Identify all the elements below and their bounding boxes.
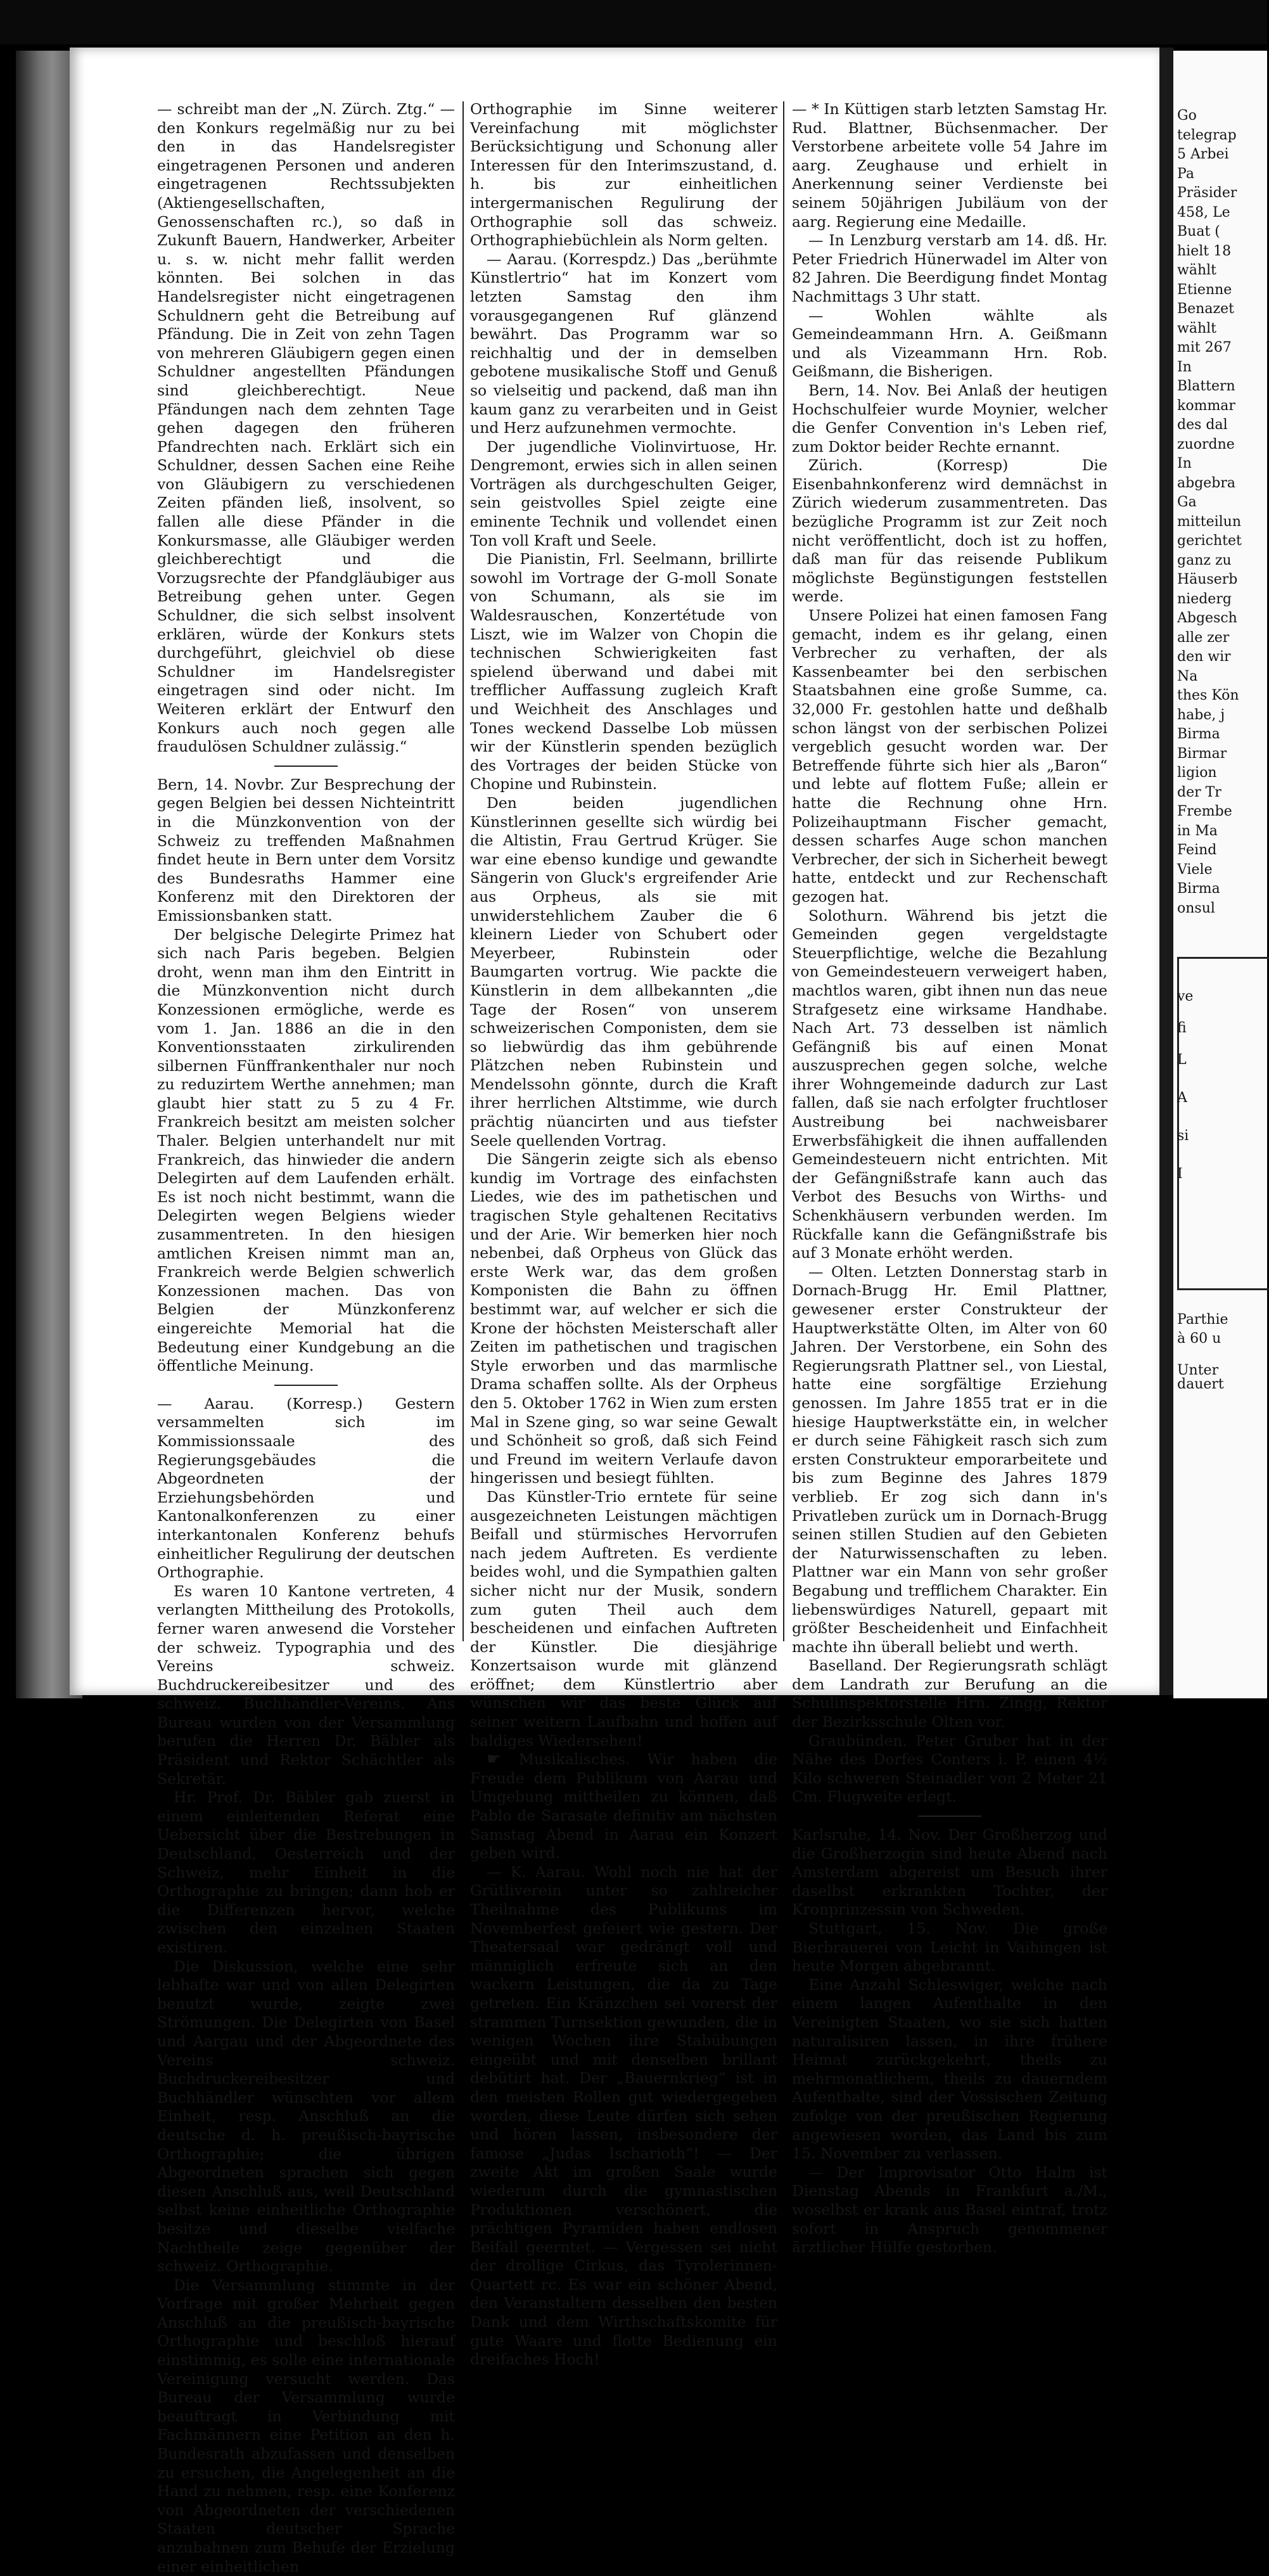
facing-page-line: ganz zu <box>1177 552 1232 568</box>
facing-page-line: Abgesch <box>1177 610 1237 626</box>
facing-page-line: dauert <box>1177 1376 1224 1392</box>
facing-page-line: Birma <box>1177 726 1220 742</box>
article-paragraph: Zürich. (Korresp) Die Eisenbahnkonferenz wird demnächst in Zürich wiederum zusammentreten. Das bezügliche Programm ist zur Zeit noch nicht veröffentlicht, doch ist zu hoffen, daß man für das reisende Publikum möglichste Begünstigungen feststellen werde. <box>792 456 1107 606</box>
facing-page-line: Benazet <box>1177 301 1234 317</box>
article-paragraph: Die Pianistin, Frl. Seelmann, brillirte sowohl im Vortrage der G-moll Sonate von Schumann, als sie im Waldesrauschen, Konzertétude von Liszt, wie im Walzer von Chopin die technischen Schwierigkeiten fast spielend überwand und dabei mit trefflicher Auffassung zugleich Kraft und Weichheit des Anschlages und Tones weckend Dasselbe Lob müssen wir der Künstlerin spenden bezüglich des Vortrages der beiden Stücke von Chopine und Rubinstein. <box>470 550 777 793</box>
notice-text: Musikalisches. Wir haben die Freude dem Publikum von Aarau und Umgebung mittheilen zu können, daß Pablo de Sarasate definitiv am nächsten Samstag Abend in Aarau ein Konzert geben wird. <box>470 1750 778 1862</box>
facing-page-line: 458, Le <box>1177 204 1230 221</box>
facing-page-line: A <box>1177 1090 1187 1106</box>
facing-page-line: In <box>1177 359 1192 375</box>
facing-page-line: ve <box>1177 989 1194 1004</box>
article-paragraph: Orthographie im Sinne weiterer Vereinfachung mit möglichster Berücksichtigung und Schonung aller Interessen für den Interimszustand, d. h. bis zur einheitlichen intergermanischen Regulirung der Orthographie soll das schweiz. Orthographiebüchlein als Norm gelten. <box>470 100 777 250</box>
article-separator <box>274 766 338 767</box>
facing-page-line: In <box>1177 456 1192 471</box>
facing-page-line: à 60 u <box>1177 1331 1221 1347</box>
facing-page-line: onsul <box>1177 900 1215 916</box>
facing-page-line: fi <box>1177 1020 1187 1036</box>
column-2 <box>470 100 778 2369</box>
facing-page-line: abgebra <box>1177 475 1236 491</box>
facing-page-line: Ga <box>1177 494 1197 510</box>
facing-page-line: gerichtet <box>1177 533 1242 549</box>
article-paragraph: — Aarau. (Korresp.) Gestern versammelten sich im Kommissionssaale des Regierungsgebäudes die Abgeordneten der Erziehungsbehörden und Kantonalkonferenzen zu einer interkantonalen Konferenz behufs einheitlicher Regulirung der deutschen Orthographie. <box>157 1394 455 1582</box>
facing-page-line: Viele <box>1177 861 1213 878</box>
facing-page-line: Blattern <box>1177 378 1235 394</box>
article-paragraph: Bern, 14. Novbr. Zur Besprechung der gegen Belgien bei dessen Nichteintritt in die Münzkonvention von der Schweiz zu treffenden Maßnahmen findet heute in Bern unter dem Vorsitz des Bundesraths Hammer eine Konferenz mit den Direktoren der Emissionsbanken statt. <box>157 775 455 925</box>
article-paragraph: Der belgische Delegirte Primez hat sich nach Paris begeben. Belgien droht, wenn man ihm den Eintritt in die Münzkonvention nicht durch Konzessionen ermögliche, werde es vom 1. Jan. 1886 an die in den Konventionsstaaten zirkulirenden silbernen Fünffrankenthaler nur noch zu reduzirtem Werthe annehmen; man glaubt hier statt zu 5 zu 4 Fr. Frankreich besitzt am meisten solcher Thaler. Belgien unterhandelt nur mit Frankreich, das hinwieder die andern Delegirten auf dem Laufenden erhält. Es ist noch nicht bestimmt, wann die Delegirten wegen Belgiens wieder zusammentreten. In den hiesigen amtlichen Kreisen nimmt man an, Frankreich werde Belgien schwerlich Konzessionen machen. Das von Belgien der Münzkonferenz eingereichte Memorial hat die Bedeutung einer Kundgebung an die öffentliche Meinung. <box>157 925 455 1375</box>
article-paragraph: Die Diskussion, welche eine sehr lebhafte war und von allen Delegirten benutzt wurde, zeigte zwei Strömungen. Die Delegirten von Basel und Aargau und der Abgeordnete des Vereins schweiz. Buchdruckereibesitzer und Buchhändler wünschten vor allem Einheit, resp. Anschluß an die deutsche d. h. preußisch-bayrische Orthographie; die übrigen Abgeordneten sprachen sich gegen diesen Anschluß aus, weil Deutschland selbst keine einheitliche Orthographie besitze und dieselbe vielfache Nachtheile zeige gegenüber der schweiz. Orthographie. <box>157 1957 455 2276</box>
article-paragraph: Karlsruhe, 14. Nov. Der Großherzog und die Großherzogin sind heute Abend nach Amsterdam abgereist um Besuch ihrer daselbst erkrankten Tochter, der Kronprinzessin von Schweden. <box>792 1826 1107 1919</box>
facing-page-line: niederg <box>1177 591 1232 607</box>
facing-page-line: Go <box>1177 108 1197 124</box>
facing-page-line: telegrap <box>1177 127 1237 143</box>
article-paragraph: — In Lenzburg verstarb am 14. dß. Hr. Peter Friedrich Hünerwadel im Alter von 82 Jahren. Die Beerdigung findet Montag Nachmittags 3 Uhr statt. <box>792 231 1107 305</box>
article-paragraph: Der jugendliche Violinvirtuose, Hr. Dengremont, erwies sich in allen seinen Vorträgen als durchgeschulten Geiger, sein geistvolles Spiel zeigte eine eminente Technik und vollendet einen Ton voll Kraft und Seele. <box>470 437 777 549</box>
facing-page-line: Häuserb <box>1177 572 1238 587</box>
facing-page-line: des dal <box>1177 417 1228 433</box>
facing-page-line: Unter <box>1177 1362 1219 1378</box>
article-paragraph: — Aarau. (Korrespdz.) Das „berühmte Künstlertrio“ hat im Konzert vom letzten Samstag den ihm vorausgegangenen Ruf glänzend bewährt. Das Programm war so reichhaltig und der in demselben gebotene musikalische Stoff und Genuß so vielseitig und packend, daß man ihn kaum ganz zu verarbeiten und in Geist und Herz aufzunehmen vermochte. <box>470 250 777 437</box>
article-separator <box>918 1816 981 1817</box>
article-paragraph: Den beiden jugendlichen Künstlerinnen gesellte sich würdig bei die Altistin, Frau Gertrud Krüger. Sie war eine ebenso kundige und gewandte Sängerin von Gluck's ergreifender Arie aus Orpheus, als sie mit unwiderstehlichem Zauber die 6 kleinern Lieder von Schubert oder Meyerbeer, Rubinstein oder Baumgarten vortrug. Wie packte die Künstlerin in dem allbekannten „die Tage der Rosen“ von unserem schweizerischen Componisten, dem sie so liebwürdig das ihm gebührende Plätzchen neben Rubinstein und Mendelssohn gönnte, durch die Kraft ihrer herrlichen Altstimme, wie durch prächtig nüancirten und aus tiefster Seele quellenden Vortrag. <box>470 793 777 1150</box>
facing-page-line: Präsider <box>1177 185 1237 201</box>
facing-page-line: hielt 18 <box>1177 243 1232 259</box>
article-paragraph: Die Versammlung stimmte in der Vorfrage mit großer Mehrheit gegen Anschluß an die preußisch-bayrische Orthographie und beschloß hierauf einstimmig, es solle eine internationale Vereinigung versucht werden. Das Bureau der Versammlung wurde beauftragt in Verbindung mit Fachmännern eine Petition an den h. Bundesrath abzufassen und denselben zu ersuchen, die Angelegenheit an die Hand zu nehmen, resp. eine Konferenz von Abgeordneten der verschiedenen Staaten deutscher Sprache anzubahnen zum Behufe der Erzielung einer einheitlichen <box>157 2276 455 2575</box>
facing-page-line: der Tr <box>1177 784 1221 800</box>
article-paragraph: — K. Aarau. Wohl noch nie hat der Grütliverein unter so zahlreicher Theilnahme des Publikums im Novemberfest gefeiert wie gestern. Der Theatersaal war gedrängt voll und männiglich erfreute sich an den wackern Leistungen, die da zu Tage getreten. Ein Kränzchen sei vorerst der strammen Turnsektion gewunden, die in wenigen Wochen ihre Stabübungen eingeübt und mit denselben brillant debütirt hat. Der „Bauernkrieg“ ist in den meisten Rollen gut wiedergegeben worden, diese Leute dürfen sich sehen und hören lassen, insbesondere der famose „Judas Ischarioth“! — Der zweite Akt im großen Saale wurde wiederum durch die gymnastischen Produktionen verschönert, die prächtigen Pyramiden haben endlosen Beifall geerntet. — Vergessen sei nicht der drollige Cirkus, das Tyrolerinnen-Quartett rc. Es war ein schöner Abend, den Veranstaltern desselben den besten Dank und dem Wirthschaftskomite für gute Waare und flotte Bedienung ein dreifaches Hoch! <box>470 1862 777 2369</box>
facing-page-line: mitteilun <box>1177 513 1242 530</box>
column-rule <box>462 101 464 1641</box>
page-gutter <box>1159 48 1173 1695</box>
facing-page-line: Birma <box>1177 881 1220 897</box>
facing-page-line: in Ma <box>1177 823 1218 839</box>
scan-top-border <box>0 0 1267 44</box>
facing-page-line: Parthie <box>1177 1312 1228 1328</box>
facing-page-line: ligion <box>1177 765 1217 781</box>
facing-page-line: Na <box>1177 668 1198 684</box>
article-paragraph: Die Sängerin zeigte sich als ebenso kundig im Vortrage des einfachsten Liedes, wie des im pathetischen und tragischen Style gehaltenen Recitativs und der Arie. Wir bemerken hier noch nebenbei, daß Orpheus von Glück das erste Werk war, das dem großen Komponisten die Bahn zu öffnen bestimmt war, auf welcher er sich die Krone der höchsten Meisterschaft aller Zeiten im pathetischen und tragischen Style erworben und das marmlische Drama schaffen sollte. Als der Orpheus den 5. Oktober 1762 in Wien zum ersten Mal in Szene ging, so war seine Gewalt und Schönheit so groß, daß sich Feind und Freund im weitern Verlaufe davon hingerissen und besiegt fühlten. <box>470 1150 777 1487</box>
article-paragraph: Unsere Polizei hat einen famosen Fang gemacht, indem es ihr gelang, einen Verbrecher zu verhaften, der als Kassenbeamter bei den serbischen Staatsbahnen eine große Summe, ca. 32,000 Fr. gestohlen hatte und deßhalb schon längst von der serbischen Polizei vergeblich gesucht worden war. Der Betreffende führte sich hier als „Baron“ und lebte auf flottem Fuße; allein er hatte die Rechnung ohne Hrn. Polizeihauptmann Fischer gemacht, dessen scharfes Auge schon manchen Verbrecher, der sich in Sicherheit bewegt hatte, entdeckt und zur Rechenschaft gezogen hat. <box>792 606 1107 906</box>
facing-page-line: Etienne <box>1177 281 1232 298</box>
facing-page-line: Feind <box>1177 842 1217 858</box>
article-paragraph: Hr. Prof. Dr. Bäbler gab zuerst in einem einleitenden Referat eine Uebersicht über die Bestrebungen in Deutschland, Oesterreich und der Schweiz, mehr Einheit in die Orthographie zu bringen; dann hob er die Differenzen hervor, welche zwischen den einzelnen Staaten existiren. <box>157 1788 455 1956</box>
facing-page-line: Frembe <box>1177 804 1232 819</box>
article-separator <box>274 1385 338 1386</box>
article-paragraph: — schreibt man der „N. Zürch. Ztg.“ — den Konkurs regelmäßig nur zu bei den in das Handelsregister eingetragenen Personen und anderen eingetragenen Rechtssubjekten (Aktiengesellschaften, Genossenschaften rc.), so daß in Zukunft Bauern, Handwerker, Arbeiter u. s. w. nicht mehr fallit werden könnten. Bei solchen in das Handelsregister nicht eingetragenen Schuldnern geht die Betreibung auf Pfändung. Die in Zeit von zehn Tagen von mehreren Gläubigern gegen einen Schuldner angestellten Pfändungen sind gleichberechtigt. Neue Pfändungen nach dem zehnten Tage gehen dagegen den früheren Pfandrechten nach. Erklärt sich ein Schuldner, dessen Sachen eine Reihe von Gläubigern zu verschiedenen Zeiten pfänden ließ, insolvent, so fallen alle diese Pfänder in die Konkursmasse, alle Gläubiger werden gleichberechtigt und die Vorzugsrechte der Pfandgläubiger aus Betreibung gehen unter. Gegen Schuldner, die sich selbst insolvent erklären, würde der Konkurs stets durchgeführt, gleichviel ob diese Schuldner im Handelsregister eingetragen sind oder nicht. Im Weiteren erklärt der Entwurf den Konkurs auch noch gegen alle fraudulösen Schuldner zulässig.“ <box>157 100 455 756</box>
facing-page-line: I <box>1177 1166 1183 1182</box>
facing-page-line: den wir <box>1177 649 1231 665</box>
facing-page-line: Birmar <box>1177 745 1227 762</box>
facing-page-line: Pa <box>1177 165 1194 182</box>
facing-page-line: kommar <box>1177 397 1235 414</box>
facing-page-line: L <box>1177 1052 1187 1068</box>
article-paragraph: — * In Küttigen starb letzten Samstag Hr. Rud. Blattner, Büchsenmacher. Der Verstorbene arbeitete volle 54 Jahre im aarg. Zeughause und erhielt in Anerkennung seiner Verdienste bei seinem 50jährigen Jubiläum von der aarg. Regierung eine Medaille. <box>792 100 1107 231</box>
article-paragraph: Das Künstler-Trio erntete für seine ausgezeichneten Leistungen mächtigen Beifall und stürmisches Hervorrufen nach jedem Auftreten. Es verdiente beides wohl, und die Sympathien galten sicher nicht nur der Musik, sondern zum guten Theil auch dem bescheidenen und einfachen Auftreten der Künstler. Die diesjährige Konzertsaison wurde mit glänzend eröffnet; dem Künstlertrio aber wünschen wir das beste Glück auf seiner weitern Laufbahn und hoffen auf baldiges Wiedersehen! <box>470 1487 777 1750</box>
facing-page-line: wählt <box>1177 262 1216 278</box>
facing-page-line: 5 Arbei <box>1177 146 1229 162</box>
advertisement-box <box>1177 957 1269 1290</box>
column-1 <box>157 100 455 2575</box>
article-paragraph: Eine Anzahl Schleswiger, welche nach einem langen Aufenthalte in den Vereinigten Staaten, wo sie sich hatten naturalisiren lassen, in ihre frühere Heimat zurückgekehrt, theils zu mehrmonatlichem, theils zu dauerndem Aufenthalte, sind der Vossischen Zeitung zufolge von der preußischen Regierung angewiesen worden, das Land bis zum 15. November zu verlassen. <box>792 1975 1107 2163</box>
article-paragraph: Bern, 14. Nov. Bei Anlaß der heutigen Hochschulfeier wurde Moynier, welcher die Genfer Convention in's Leben rief, zum Doktor beider Rechte ernannt. <box>792 381 1107 456</box>
article-paragraph: Baselland. Der Regierungsrath schlägt dem Landrath zur Berufung an die Schulinspektorstelle Hrn. Zingg, Rektor der Bezirksschule Olten vor. <box>792 1656 1107 1731</box>
column-rule <box>783 101 784 1641</box>
article-paragraph: — Der Improvisator Otto Halm ist Dienstag Abends in Frankfurt a./M., woselbst er krank aus Basel eintraf, trotz sofort in Anspruch genommener ärztlicher Hülfe gestorben. <box>792 2163 1107 2257</box>
article-paragraph: Stuttgart, 15. Nov. Die große Bierbrauerei von Leicht in Vaihingen ist heute Morgen abgebrannt. <box>792 1919 1107 1975</box>
column-3 <box>792 100 1107 2257</box>
article-paragraph: — Olten. Letzten Donnerstag starb in Dornach-Brugg Hr. Emil Plattner, gewesener erster Construkteur der Hauptwerkstätte Olten, im Alter von 60 Jahren. Der Verstorbene, ein Sohn des Regierungsrath Plattner sel., von Liestal, hatte eine sorgfältige Erziehung genossen. Im Jahre 1855 trat er in die hiesige Hauptwerkstätte ein, in welcher er durch seine Fähigkeit rasch sich zum ersten Construkteur emporarbeitete und bis zum Beginne des Jahres 1879 verblieb. Er zog sich dann in's Privatleben zurück um in Dornach-Brugg seinen stillen Studien auf den Gebieten der Naturwissenschaften zu leben. Plattner war ein Mann von sehr großer Begabung und trefflichem Charakter. Ein liebenswürdiges Naturell, gepaart mit größter Bescheidenheit und Einfachheit machte ihn überall beliebt und werth. <box>792 1262 1107 1656</box>
article-paragraph: Graubünden. Peter Gruber hat in der Nähe des Dorfes Conters i. P. einen 4½ Kilo schweren Steinadler von 2 Meter 21 Cm. Flugweite erlegt. <box>792 1731 1107 1806</box>
article-paragraph: Solothurn. Während bis jetzt die Gemeinden gegen vergeldstagte Steuerpflichtige, welche die Bezahlung von Gemeindesteuern verweigert haben, machtlos waren, gibt ihnen nun das neue Strafgesetz eine wirksame Handhabe. Nach Art. 73 desselben ist nämlich Gefängniß bis auf einen Monat auszusprechen gegen solche, welche ihrer Wohngemeinde dadurch zur Last fallen, daß sie nach erfolgter fruchtloser Austreibung bei nachweisbarer Erwerbsfähigkeit die ihnen auffallenden Gemeindesteuern nicht entrichten. Mit der Gefängnißstrafe kann auch das Verbot des Besuchs von Wirths- und Schenkhäusern verbunden werden. Im Rückfalle kann die Gefängnißstrafe bis auf 3 Monate erhöht werden. <box>792 906 1107 1262</box>
facing-page-line: Buat ( <box>1177 224 1220 240</box>
facing-page <box>1173 51 1267 1698</box>
facing-page-line: zuordne <box>1177 436 1235 452</box>
facing-page-line: mit 267 <box>1177 340 1232 356</box>
facing-page-line: habe, j <box>1177 707 1225 723</box>
facing-page-line: wählt <box>1177 320 1216 336</box>
facing-page-line: alle zer <box>1177 629 1230 646</box>
facing-page-line: thes Kön <box>1177 688 1239 703</box>
article-paragraph: Es waren 10 Kantone vertreten, 4 verlangten Mittheilung des Protokolls, ferner waren anwesend die Vorsteher der schweiz. Typographia und des Vereins schweiz. Buchdruckereibesitzer und des schweiz. Buchhändler-Vereins. Ans Bureau wurden von der Versammlung berufen die Herren Dr. Bäbler als Präsident und Rektor Schächtler als Sekretär. <box>157 1582 455 1788</box>
article-paragraph: — Wohlen wählte als Gemeindeammann Hrn. A. Geißmann und als Vizeammann Hrn. Rob. Geißmann, die Bisherigen. <box>792 306 1107 381</box>
pointing-hand-icon: ☛ <box>487 1750 519 1769</box>
facing-page-line: si <box>1177 1128 1189 1144</box>
notice-paragraph <box>470 1750 777 1863</box>
